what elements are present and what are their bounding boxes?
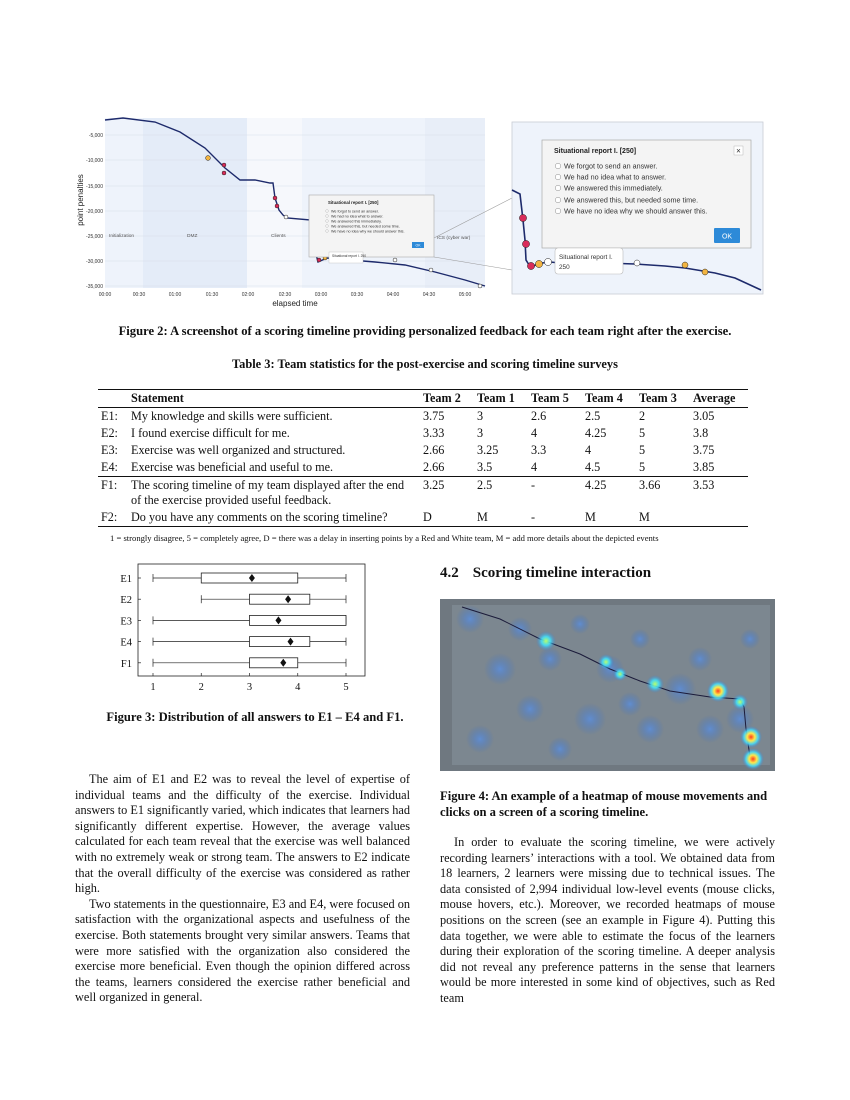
boxplot-chart	[110, 560, 400, 700]
cell-team4: 4.25	[585, 426, 607, 440]
tooltip-value: 250	[559, 264, 570, 271]
tooltip: Situational report I. 250	[332, 254, 367, 258]
cell-team5: 2.6	[531, 409, 547, 423]
x-tick: 01:00	[168, 292, 182, 298]
figure2-caption: Figure 2: A screenshot of a scoring timeline providing personalized feedback for each team right after the exercise.	[118, 324, 732, 338]
table3	[98, 389, 748, 527]
dialog-option[interactable]: We had no idea what to answer.	[331, 214, 384, 219]
phase-label: DMZ	[187, 234, 198, 239]
category-label: E3	[120, 616, 132, 628]
table-row	[98, 408, 748, 426]
heatmap-figure	[440, 599, 775, 771]
row-statement: Exercise was well organized and structured.	[131, 443, 346, 457]
figure4-caption: Figure 4: An example of a heatmap of mouse movements and clicks on a screen of a scoring timeline.	[440, 789, 768, 819]
table-header: Average	[693, 391, 736, 405]
category-label: F1	[120, 658, 132, 670]
row-id: E1:	[101, 409, 118, 423]
event-marker[interactable]	[317, 258, 321, 262]
table3-footnote: 1 = strongly disagree, 5 = completely agree, D = there was a delay in inserting points by a Red and White team, M = add more details about the depicted events	[110, 533, 659, 543]
event-marker[interactable]	[682, 262, 688, 268]
x-tick: 00:00	[98, 292, 112, 298]
event-marker[interactable]	[206, 156, 211, 161]
table-header: Team 4	[585, 391, 623, 405]
x-tick-label: 5	[343, 682, 349, 693]
y-tick: -20,000	[86, 209, 103, 215]
paragraph: The aim of E1 and E2 was to reveal the level of expertise of individual teams and the difficulty of the exercise. Individual answers to E1 significantly varied, which indicates that learners had significantly different expertise. However, the average values calculated for each team reveal that the exercise was well balanced with no extremely weak or strong team. The answers to E2 indicate that the overall difficulty of the exercise was considered as rather high.	[75, 772, 410, 896]
table-header: Statement	[131, 391, 184, 405]
event-marker[interactable]	[519, 214, 526, 221]
cell-team5: 4	[531, 460, 538, 474]
x-tick: 04:00	[386, 292, 400, 298]
cell-team2: 3.33	[423, 426, 445, 440]
x-tick: 03:00	[314, 292, 328, 298]
event-marker[interactable]	[535, 260, 542, 267]
cell-team3: 3.66	[639, 478, 661, 492]
cell-team1: 3	[477, 426, 484, 440]
paragraph: In order to evaluate the scoring timeline, we were actively recording learners’ interactions with a tool. We obtained data from 18 learners, 2 learners were missing due to technical issues. The data consisted of 2,994 individual low-level events (mouse clicks, mouse hovers, etc.). Moreover, we recorded heatmaps of mouse positions on the screen (see an example in Figure 4). Putting this data together, we were able to estimate the focus of the learners during their exploration of the scoring timeline. A deeper analysis did not reveal any preference patterns in the sense that learners would be more interested in some kind of objectives, such as Red team	[440, 835, 775, 1005]
x-tick-label: 1	[150, 682, 156, 693]
table-header: Team 5	[531, 391, 569, 405]
y-tick: -25,000	[86, 234, 103, 240]
event-marker[interactable]	[522, 240, 529, 247]
cell-team3: 5	[639, 443, 646, 457]
row-statement: I found exercise difficult for me.	[131, 426, 290, 440]
figure3-caption: Figure 3: Distribution of all answers to E1 – E4 and F1.	[106, 710, 404, 724]
box	[250, 637, 310, 647]
cell-team1: 3.25	[477, 443, 499, 457]
situational-report-dialog-small	[309, 195, 434, 263]
cell-team1: 3.5	[477, 460, 493, 474]
table-row	[98, 477, 748, 510]
cell-team3: 5	[639, 426, 646, 440]
cell-team4: 2.5	[585, 409, 601, 423]
phase-label: ICS (cyber war)	[437, 236, 471, 241]
dialog-option[interactable]: We have no idea why we should answer this.	[564, 206, 708, 216]
y-tick: -10,000	[86, 158, 103, 164]
cell-team2: 2.66	[423, 460, 445, 474]
x-axis-label: elapsed time	[272, 299, 318, 308]
event-marker[interactable]	[544, 258, 551, 265]
cell-team2: 2.66	[423, 443, 445, 457]
x-tick-label: 4	[295, 682, 301, 693]
cell-team4: 4.5	[585, 460, 601, 474]
box	[250, 594, 310, 604]
event-marker[interactable]	[284, 215, 288, 219]
x-tick: 04:30	[422, 292, 436, 298]
row-statement: Exercise was beneficial and useful to me.	[131, 460, 334, 474]
table3-caption: Table 3: Team statistics for the post-exercise and scoring timeline surveys	[232, 357, 618, 371]
y-tick: -5,000	[88, 133, 103, 139]
event-marker[interactable]	[275, 204, 279, 208]
row-id: F2:	[101, 510, 118, 524]
cell-team2: 3.75	[423, 409, 445, 423]
dialog-title: Situational report I. [250]	[328, 200, 379, 205]
cell-team5: 4	[531, 426, 538, 440]
dialog-option[interactable]: We answered this immediately.	[564, 183, 663, 193]
table-header-row	[98, 390, 748, 408]
cell-team4: 4	[585, 443, 592, 457]
event-marker[interactable]	[222, 171, 226, 175]
cell-average	[690, 509, 748, 526]
event-marker[interactable]	[273, 196, 277, 200]
row-statement: The scoring timeline of my team displayed after the end of the exercise provided useful feedback.	[131, 478, 405, 507]
table-header: Team 2	[423, 391, 461, 405]
row-statement: Do you have any comments on the scoring timeline?	[131, 510, 388, 524]
section-title: Scoring timeline interaction	[472, 565, 652, 581]
category-label: E4	[120, 637, 132, 649]
dialog-option[interactable]: We answered this, but needed some time.	[331, 224, 400, 229]
row-id: F1:	[101, 478, 118, 492]
dialog-option[interactable]: We forgot to send an answer.	[331, 209, 379, 214]
close-icon: ×	[736, 146, 741, 156]
row-id: E3:	[101, 443, 118, 457]
cell-team2: 3.25	[423, 478, 445, 492]
box	[250, 658, 298, 668]
cell-team4: 4.25	[585, 478, 607, 492]
left-column-text	[75, 772, 410, 1006]
y-axis-label: point penalties	[76, 174, 85, 226]
phase-label: Clients	[271, 234, 286, 239]
event-marker[interactable]	[222, 163, 226, 167]
cell-team3: 5	[639, 460, 646, 474]
dialog-ok-label: OK	[415, 243, 421, 248]
cell-team3: M	[639, 510, 650, 524]
dialog-title: Situational report I. [250]	[554, 148, 637, 155]
event-marker[interactable]	[634, 260, 640, 266]
paragraph: Two statements in the questionnaire, E3 and E4, were focused on satisfaction with the organizational aspects and usefulness of the exercise. Both statements brought very similar answers. Teams that were more satisfied with the organization also considered the exercise more beneficial. Even though the opinion differed across the teams, learners considered the exercise rather beneficial and well organized in general.	[75, 896, 410, 1005]
cell-average: 3.05	[693, 409, 715, 423]
table-row	[98, 425, 748, 442]
figure2	[75, 110, 775, 315]
event-marker[interactable]	[527, 262, 534, 269]
x-tick-label: 3	[246, 682, 253, 693]
x-tick: 00:30	[132, 292, 146, 298]
x-tick: 01:30	[205, 292, 219, 298]
table-header: Team 1	[477, 391, 515, 405]
table-row	[98, 459, 748, 477]
event-marker[interactable]	[478, 284, 482, 288]
y-tick: -15,000	[86, 184, 103, 190]
x-tick-label: 2	[198, 682, 204, 693]
cell-average: 3.85	[693, 460, 715, 474]
y-tick: -30,000	[86, 259, 103, 265]
x-tick: 02:00	[241, 292, 255, 298]
row-id: E2:	[101, 426, 118, 440]
cell-team5: -	[531, 510, 536, 524]
x-tick: 05:00	[458, 292, 472, 298]
cell-team1: 3	[477, 409, 484, 423]
table-row	[98, 509, 748, 526]
table-row	[98, 442, 748, 459]
row-id: E4:	[101, 460, 118, 474]
cell-team2: D	[423, 510, 432, 524]
cell-average: 3.53	[693, 478, 715, 492]
scoring-timeline-screenshot	[75, 110, 775, 315]
zoomed-panel	[512, 122, 763, 294]
cell-average: 3.8	[693, 426, 709, 440]
dialog-ok-label: OK	[721, 233, 733, 241]
category-label: E1	[120, 574, 132, 585]
event-marker[interactable]	[393, 258, 397, 262]
dialog-option[interactable]: We have no idea why we should answer this.	[331, 229, 405, 234]
dialog-option[interactable]: We had no idea what to answer.	[564, 172, 667, 182]
section-number: 4.2	[440, 565, 459, 581]
table-header: Team 3	[639, 391, 677, 405]
dialog-option[interactable]: We answered this, but needed some time.	[564, 195, 699, 205]
cell-team5: -	[531, 478, 536, 492]
cell-team5: 3.3	[531, 443, 547, 457]
dialog-option[interactable]: We answered this immediately.	[331, 219, 382, 224]
event-marker[interactable]	[702, 269, 708, 275]
cell-team3: 2	[639, 409, 646, 423]
right-column-text	[440, 835, 775, 1007]
cell-team4: M	[585, 510, 596, 524]
dialog-option[interactable]: We forgot to send an answer.	[564, 161, 658, 171]
table-header	[98, 390, 128, 408]
cell-average: 3.75	[693, 443, 715, 457]
section-heading	[440, 565, 651, 582]
x-tick: 02:30	[278, 292, 292, 298]
cell-team1: M	[477, 510, 488, 524]
event-marker[interactable]	[429, 268, 433, 272]
row-statement: My knowledge and skills were sufficient.	[131, 409, 333, 423]
category-label: E2	[120, 595, 132, 607]
y-tick: -35,000	[86, 284, 103, 290]
box	[250, 615, 347, 625]
x-tick: 03:30	[350, 292, 364, 298]
tooltip-title: Situational report I.	[559, 254, 613, 261]
phase-label: Initialization	[109, 234, 135, 239]
cell-team1: 2.5	[477, 478, 493, 492]
